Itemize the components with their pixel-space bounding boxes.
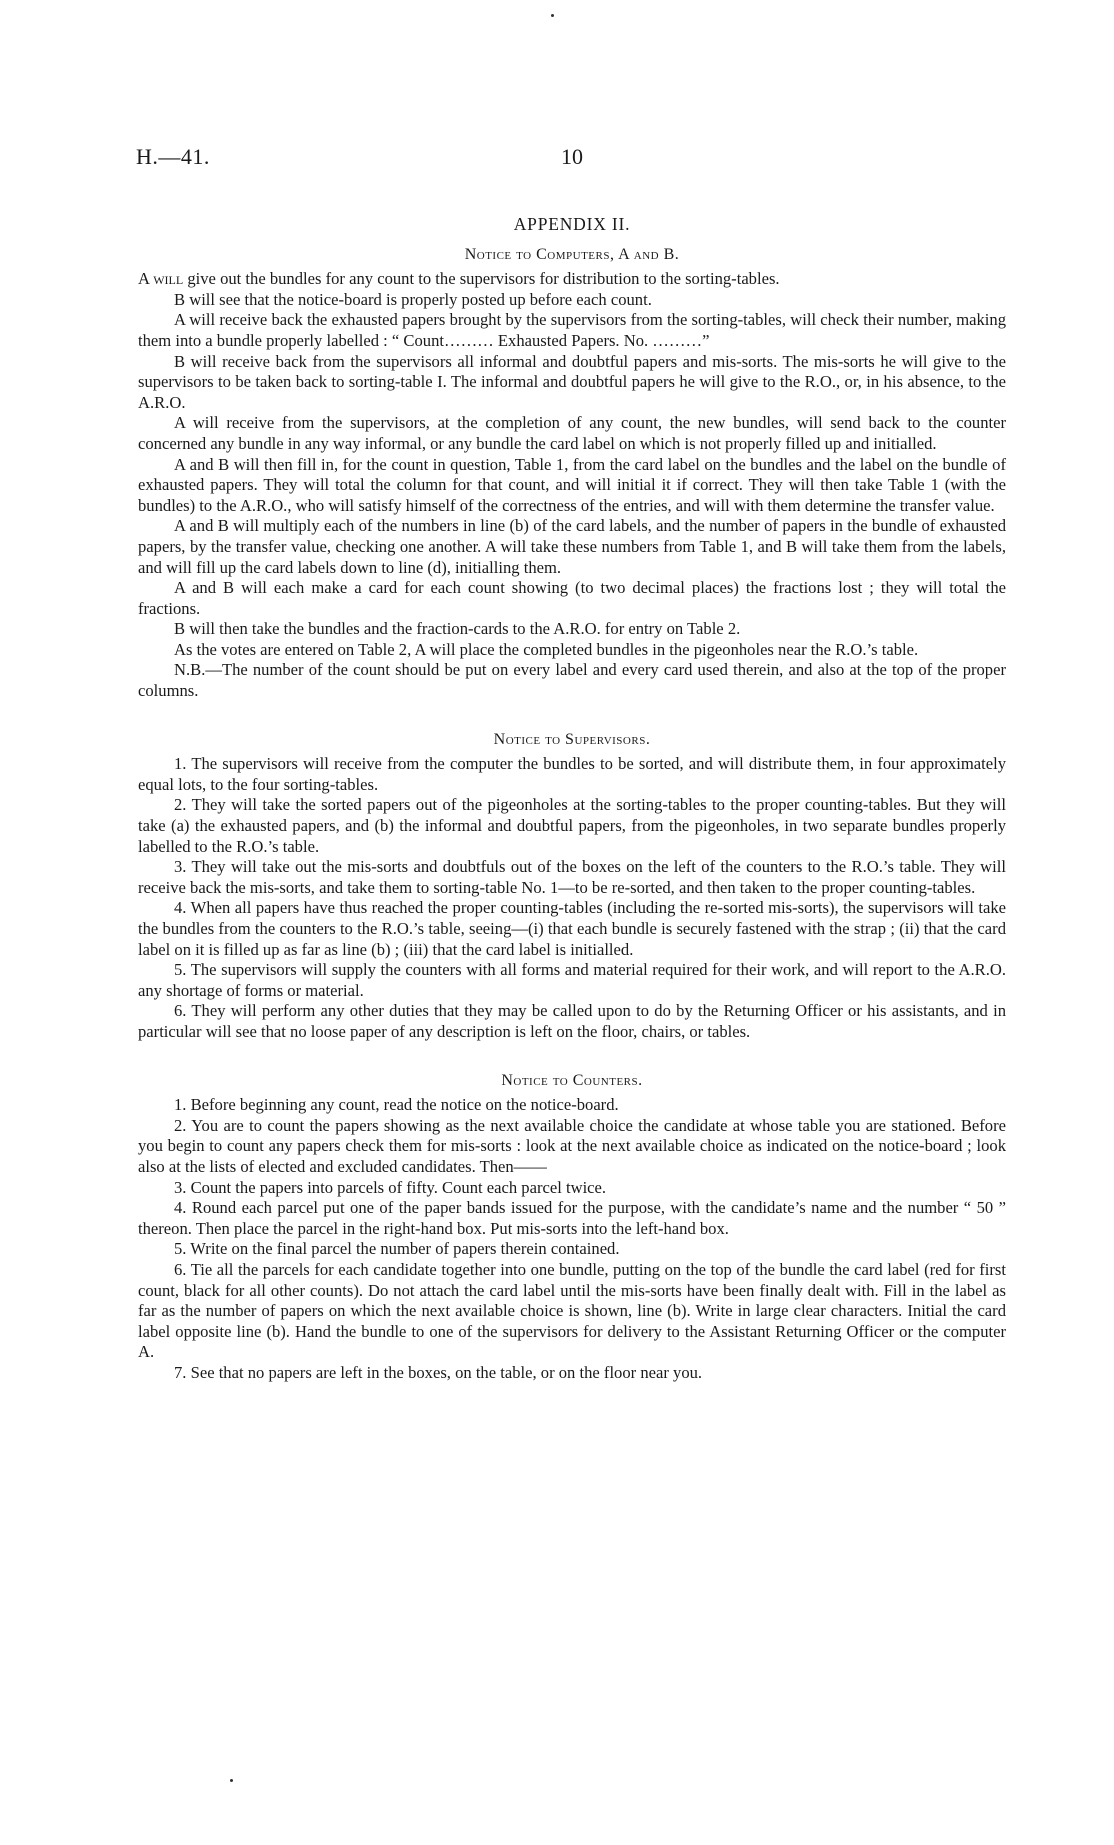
computers-paragraph: As the votes are entered on Table 2, A will place the completed bundles in the pigeonholes near the R.O.’s table. — [174, 639, 919, 659]
supervisors-title: Notice to Supervisors. — [493, 730, 651, 748]
lead-in: A will — [138, 269, 184, 289]
computers-paragraph: A will receive from the supervisors, at the completion of any count, the new bundles, will send back to the counter concerned any bundle in any way informal, or any bundle the card label on which is not properly filled up and initialled. — [138, 413, 1006, 453]
computers-paragraph: A and B will multiply each of the numbers in line (b) of the card labels, and the number of papers in the bundle of exhausted papers, by the transfer value, checking one another. A will take these numbers from Table 1, and B will take them from the labels, and will fill up the card labels down to line (d), initialling them. — [138, 516, 1006, 577]
computers-paragraph: B will see that the notice-board is properly posted up before each count. — [174, 289, 652, 309]
supervisors-paragraph: 6. They will perform any other duties that they may be called upon to do by the Returning Officer or his assistants, and in particular will see that no loose paper of any description is left on the floor, chairs, or tables. — [138, 1001, 1006, 1041]
counters-paragraph: 5. Write on the final parcel the number of papers therein contained. — [174, 1239, 620, 1259]
counters-section — [138, 1071, 1006, 1384]
paragraph-text: give out the bundles for any count to the supervisors for distribution to the sorting-tables. — [183, 269, 780, 289]
computers-paragraph: B will then take the bundles and the fraction-cards to the A.R.O. for entry on Table 2. — [174, 619, 741, 639]
appendix-title: APPENDIX II. — [513, 214, 631, 234]
supervisors-paragraph: 5. The supervisors will supply the counters with all forms and material required for their work, and will report to the A.R.O. any shortage of forms or material. — [138, 960, 1006, 1000]
page-body — [138, 214, 1006, 1411]
counters-paragraph: 1. Before beginning any count, read the notice on the notice-board. — [174, 1095, 619, 1115]
computers-paragraph: N.B.—The number of the count should be put on every label and every card used therein, and also at the top of the proper columns. — [138, 660, 1006, 701]
computers-paragraph: A will receive back the exhausted papers brought by the supervisors from the sorting-tables, will check their number, making them into a bundle properly labelled : “ Count……… Exhausted Papers. No. ………” — [138, 310, 1006, 350]
speck-mark — [551, 14, 554, 17]
supervisors-paragraph: 3. They will take out the mis-sorts and doubtfuls out of the boxes on the left of the counters to the R.O.’s table. They will receive back the mis-sorts, and take them to sorting-table No. 1—to be re-sorted, and then taken to the proper counting-tables. — [138, 857, 1006, 897]
speck-mark — [230, 1779, 233, 1782]
supervisors-section — [138, 730, 1006, 1043]
supervisors-paragraph: 2. They will take the sorted papers out of the pigeonholes at the sorting-tables to the proper counting-tables. But they will take (a) the exhausted papers, and (b) the informal and doubtful papers, from the pigeonholes, in two separate bundles properly labelled to the R.O.’s table. — [138, 795, 1006, 856]
computers-section — [138, 245, 1006, 702]
computers-title: Notice to Computers, A and B. — [464, 245, 680, 263]
page-number: 10 — [561, 144, 583, 169]
supervisors-paragraph: 4. When all papers have thus reached the proper counting-tables (including the re-sorted mis-sorts), the supervisors will take the bundles from the counters to the R.O.’s table, seeing—(i) that each bundle is securely fastened with the strap ; (ii) that the card label on it is filled up as far as line (b) ; (iii) that the card label is initialled. — [138, 898, 1006, 959]
counters-paragraph: 6. Tie all the parcels for each candidate together into one bundle, putting on the top of the bundle the card label (red for first count, black for all other counts). Do not attach the card label until the mis-sorts have been finally dealt with. Fill in the label as far as the number of papers on which the next available choice is shown, line (b). Write in large clear characters. Initial the card label opposite line (b). Hand the bundle to one of the supervisors for delivery to the Assistant Returning Officer or the computer A. — [138, 1259, 1006, 1362]
computers-paragraph: A and B will each make a card for each count showing (to two decimal places) the fractions lost ; they will total the fractions. — [138, 578, 1006, 618]
counters-paragraph: 4. Round each parcel put one of the paper bands issued for the purpose, with the candidate’s name and the number “ 50 ” thereon. Then place the parcel in the right-hand box. Put mis-sorts into the left-hand box. — [138, 1198, 1006, 1238]
supervisors-paragraph: 1. The supervisors will receive from the computer the bundles to be sorted, and will distribute them, in four approximately equal lots, to the four sorting-tables. — [138, 754, 1006, 794]
computers-paragraph: B will receive back from the supervisors all informal and doubtful papers and mis-sorts. The mis-sorts he will give to the supervisors to be taken back to sorting-table I. The informal and doubtful papers he will give to the R.O., or, in his absence, to the A.R.O. — [138, 351, 1006, 412]
counters-paragraph: 7. See that no papers are left in the boxes, on the table, or on the floor near you. — [174, 1362, 703, 1382]
page-reference: H.—41. — [136, 144, 210, 169]
counters-paragraph: 3. Count the papers into parcels of fifty. Count each parcel twice. — [174, 1177, 607, 1197]
counters-paragraph: 2. You are to count the papers showing as the next available choice the candidate at whose table you are stationed. Before you begin to count any papers check them for mis-sorts : look at the next available choice as indicated on the notice-board ; look also at the lists of elected and excluded candidates. Then—— — [138, 1115, 1006, 1176]
counters-title: Notice to Counters. — [501, 1071, 643, 1089]
computers-paragraph: A and B will then fill in, for the count in question, Table 1, from the card label on the bundles and the label on the bundle of exhausted papers. They will total the column for that count, and will initial it if correct. They will then take Table 1 (with the bundles) to the A.R.O., who will satisfy himself of the correctness of the entries, and will with them determine the transfer value. — [138, 454, 1006, 515]
computers-paragraph — [138, 269, 1006, 290]
